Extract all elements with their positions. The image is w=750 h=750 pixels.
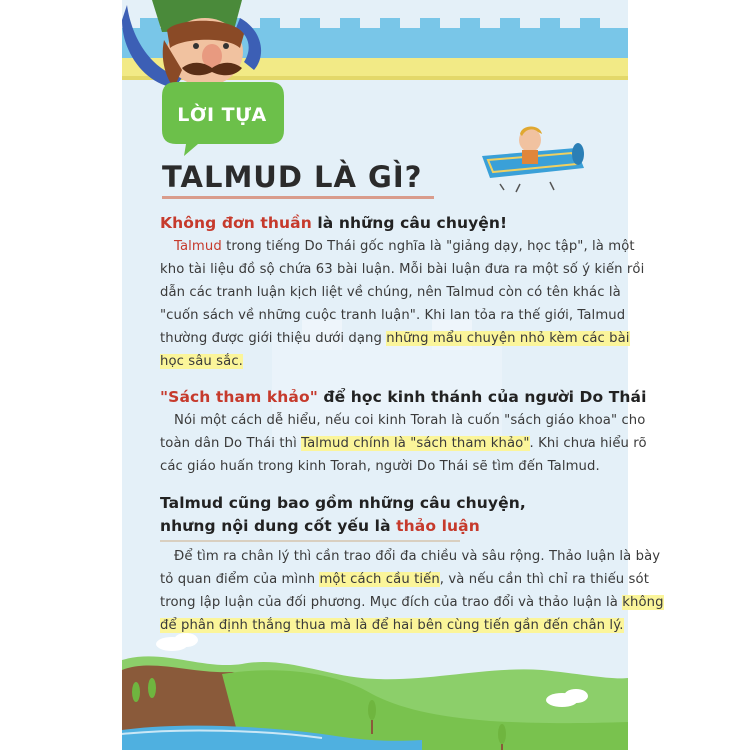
- section3-line-2-post: , và nếu cần thì chỉ ra thiếu sót: [439, 572, 649, 587]
- highlight-text: những mẩu chuyện nhỏ kèm các bài: [386, 331, 630, 346]
- section3-heading-red: thảo luận: [396, 517, 480, 535]
- section1-line-5: [160, 331, 630, 346]
- landscape-illustration: [122, 630, 628, 750]
- section1-line-4: "cuốn sách về những cuộc tranh luận". Khi lan tỏa ra thế giới, Talmud: [160, 308, 626, 323]
- section1-line-1-rest: trong tiếng Do Thái gốc nghĩa là "giảng dạy, học tập", là một: [221, 239, 635, 254]
- highlight-text: một cách cầu tiến: [319, 572, 440, 587]
- section1-line-3: dẫn các tranh luận kịch liệt về chúng, nên Talmud còn có tên khác là: [160, 285, 621, 300]
- section2-heading: [160, 388, 647, 406]
- highlight-text: để phân định thắng thua mà là để hai bên cùng tiến gần đến chân lý.: [160, 618, 624, 633]
- section1-line-1: [174, 239, 635, 254]
- highlight-text: Talmud chính là "sách tham khảo": [301, 436, 530, 451]
- section2-line-2-pre: toàn dân Do Thái thì: [160, 436, 302, 451]
- title-underline: [162, 196, 434, 199]
- section2-line-2: [160, 436, 647, 451]
- section3-heading-underline: [160, 540, 460, 542]
- highlight-text: không: [622, 595, 664, 610]
- section2-heading-red: "Sách tham khảo": [160, 388, 318, 406]
- page-title: TALMUD LÀ GÌ?: [162, 160, 423, 194]
- section3-line-1: Để tìm ra chân lý thì cần trao đổi đa chiều và sâu rộng. Thảo luận là bày: [174, 549, 661, 564]
- section3-heading-line-1: Talmud cũng bao gồm những câu chuyện,: [160, 494, 526, 512]
- section1-line-5-pre: thường được giới thiệu dưới dạng: [160, 331, 387, 346]
- section2-line-1: Nói một cách dễ hiểu, nếu coi kinh Torah là cuốn "sách giáo khoa" cho: [174, 413, 646, 428]
- section3-line-2: [160, 572, 649, 587]
- section3-line-3-pre: trong lập luận của đối phương. Mục đích của trao đổi và thảo luận là: [160, 595, 623, 610]
- section2-line-2-post: . Khi chưa hiểu rõ: [529, 436, 647, 451]
- flying-carpet-illustration: [480, 124, 586, 196]
- section2-heading-rest: để học kinh thánh của người Do Thái: [317, 388, 647, 406]
- talmud-term: Talmud: [174, 239, 222, 254]
- section1-line-6: [160, 354, 243, 369]
- section1-heading-red: Không đơn thuần: [160, 214, 312, 232]
- section1-heading-rest: là những câu chuyện!: [311, 214, 508, 232]
- section3-line-2-pre: tỏ quan điểm của mình: [160, 572, 320, 587]
- section3-heading-pre: nhưng nội dung cốt yếu là: [160, 517, 397, 535]
- highlight-text: học sâu sắc.: [160, 354, 243, 369]
- banner-label: LỜI TỰA: [177, 104, 267, 126]
- book-page: [122, 0, 664, 750]
- section3-line-3: [160, 595, 664, 610]
- section3-heading-line-2: [160, 517, 480, 535]
- section1-heading: [160, 214, 507, 232]
- section2-line-3: các giáo huấn trong kinh Torah, người Do Thái sẽ tìm đến Talmud.: [160, 459, 600, 474]
- section1-line-2: kho tài liệu đồ sộ chứa 63 bài luận. Mỗi bài luận đưa ra một số ý kiến rồi: [160, 262, 645, 277]
